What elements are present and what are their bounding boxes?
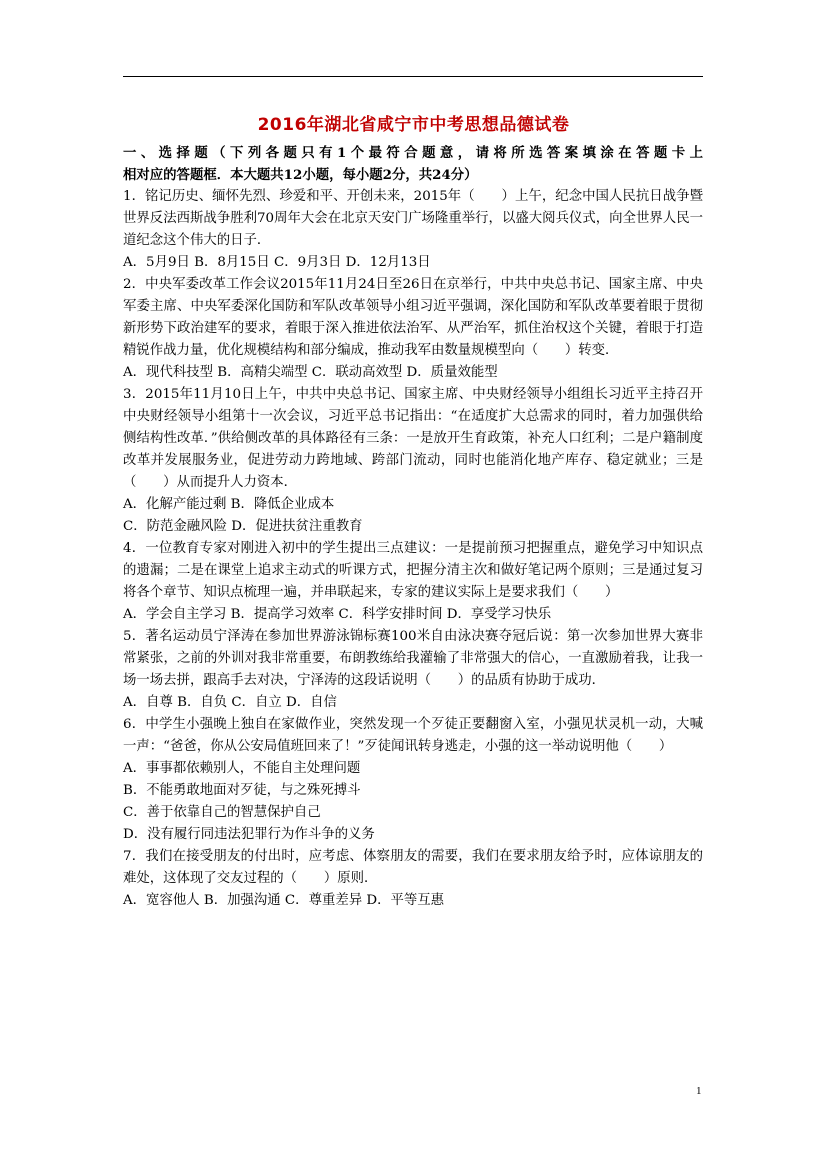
question-item <box>123 384 703 538</box>
answer-options: A．化解产能过剩 B．降低企业成本 <box>123 497 335 512</box>
answer-options: A．事事都依赖别人，不能自主处理问题 <box>123 761 361 776</box>
section-heading-line-1: 一、选择题（下列各题只有1个最符合题意，请将所选答案填涂在答题卡上 <box>123 145 703 161</box>
question-text: 6．中学生小强晚上独自在家做作业，突然发现一个歹徒正要翻窗入室，小强见状灵机一动，大喊一声：“爸爸，你从公安局值班回来了！”歹徒闻讯转身逃走，小强的这一举动说明他（ ） <box>123 717 703 754</box>
question-item <box>123 186 703 274</box>
question-text: 2．中央军委改革工作会议2015年11月24日至26日在京举行，中共中央总书记、国家主席、中央军委主席、中央军委深化国防和军队改革领导小组习近平强调，深化国防和军队改革要着眼于贯彻新形势下政治建军的要求，着眼于深入推进依法治军、从严治军，抓住治权这个关键，着眼于打造精锐作战力量，优化规模结构和部分编成，推动我军由数量规模型向（ ）转变． <box>123 277 703 358</box>
question-list <box>123 186 703 912</box>
header-rule <box>123 76 703 77</box>
question-item <box>123 714 703 846</box>
question-text: 4．一位教育专家对刚进入初中的学生提出三点建议：一是提前预习把握重点，避免学习中知识点的遗漏；二是在课堂上追求主动式的听课方式，把握分清主次和做好笔记两个原则；三是通过复习将各个章节、知识点梳理一遍，并串联起来，专家的建议实际上是要求我们（ ） <box>123 541 703 600</box>
question-text: 3．2015年11月10日上午，中共中央总书记、国家主席、中央财经领导小组组长习近平主持召开中央财经领导小组第十一次会议，习近平总书记指出：“在适度扩大总需求的同时，着力加强供给侧结构性改革．”供给侧改革的具体路径有三条：一是放开生育政策，补充人口红利；二是户籍制度改革并发展服务业，促进劳动力跨地域、跨部门流动，同时也能消化地产库存、稳定就业；三是（ ）从而提升人力资本． <box>123 387 703 490</box>
question-text: 7．我们在接受朋友的付出时，应考虑、体察朋友的需要，我们在要求朋友给予时，应体谅朋友的难处，这体现了交友过程的（ ）原则． <box>123 849 703 886</box>
answer-options: C．防范金融风险 D．促进扶贫注重教育 <box>123 519 363 534</box>
document-body <box>123 142 703 912</box>
question-item <box>123 274 703 384</box>
answer-options: A．学会自主学习 B．提高学习效率 C．科学安排时间 D．享受学习快乐 <box>123 607 552 622</box>
answer-options: A．宽容他人 B．加强沟通 C．尊重差异 D．平等互惠 <box>123 893 445 908</box>
question-text: 1．铭记历史、缅怀先烈、珍爱和平、开创未来，2015年（ ）上午，纪念中国人民抗日战争暨世界反法西斯战争胜利70周年大会在北京天安门广场隆重举行，以盛大阅兵仪式，向全世界人民一道纪念这个伟大的日子． <box>123 189 703 248</box>
answer-options: C．善于依靠自己的智慧保护自己 <box>123 805 321 820</box>
answer-options: A．5月9日 B．8月15日 C．9月3日 D．12月13日 <box>123 255 431 270</box>
section-heading-line-2: 相对应的答题框．本大题共12小题，每小题2分，共24分） <box>123 167 478 183</box>
answer-options: A．现代科技型 B．高精尖端型 C．联动高效型 D．质量效能型 <box>123 365 498 380</box>
question-item <box>123 846 703 912</box>
question-text: 5．著名运动员宁泽涛在参加世界游泳锦标赛100米自由泳决赛夺冠后说：第一次参加世界大赛非常紧张，之前的外训对我非常重要，布朗教练给我灌输了非常强大的信心，一直激励着我，让我一场一场去拼，跟高手去对决，宁泽涛的这段话说明（ ）的品质有协助于成功． <box>123 629 703 688</box>
answer-options: A．自尊 B．自负 C．自立 D．自信 <box>123 695 337 710</box>
question-item <box>123 538 703 626</box>
page-number: 1 <box>696 1085 702 1097</box>
question-item <box>123 626 703 714</box>
section-heading <box>123 142 703 186</box>
page-title: 2016年湖北省咸宁市中考思想品德试卷 <box>257 115 570 135</box>
answer-options: D．没有履行同违法犯罪行为作斗争的义务 <box>123 827 375 842</box>
answer-options: B．不能勇敢地面对歹徒，与之殊死搏斗 <box>123 783 361 798</box>
